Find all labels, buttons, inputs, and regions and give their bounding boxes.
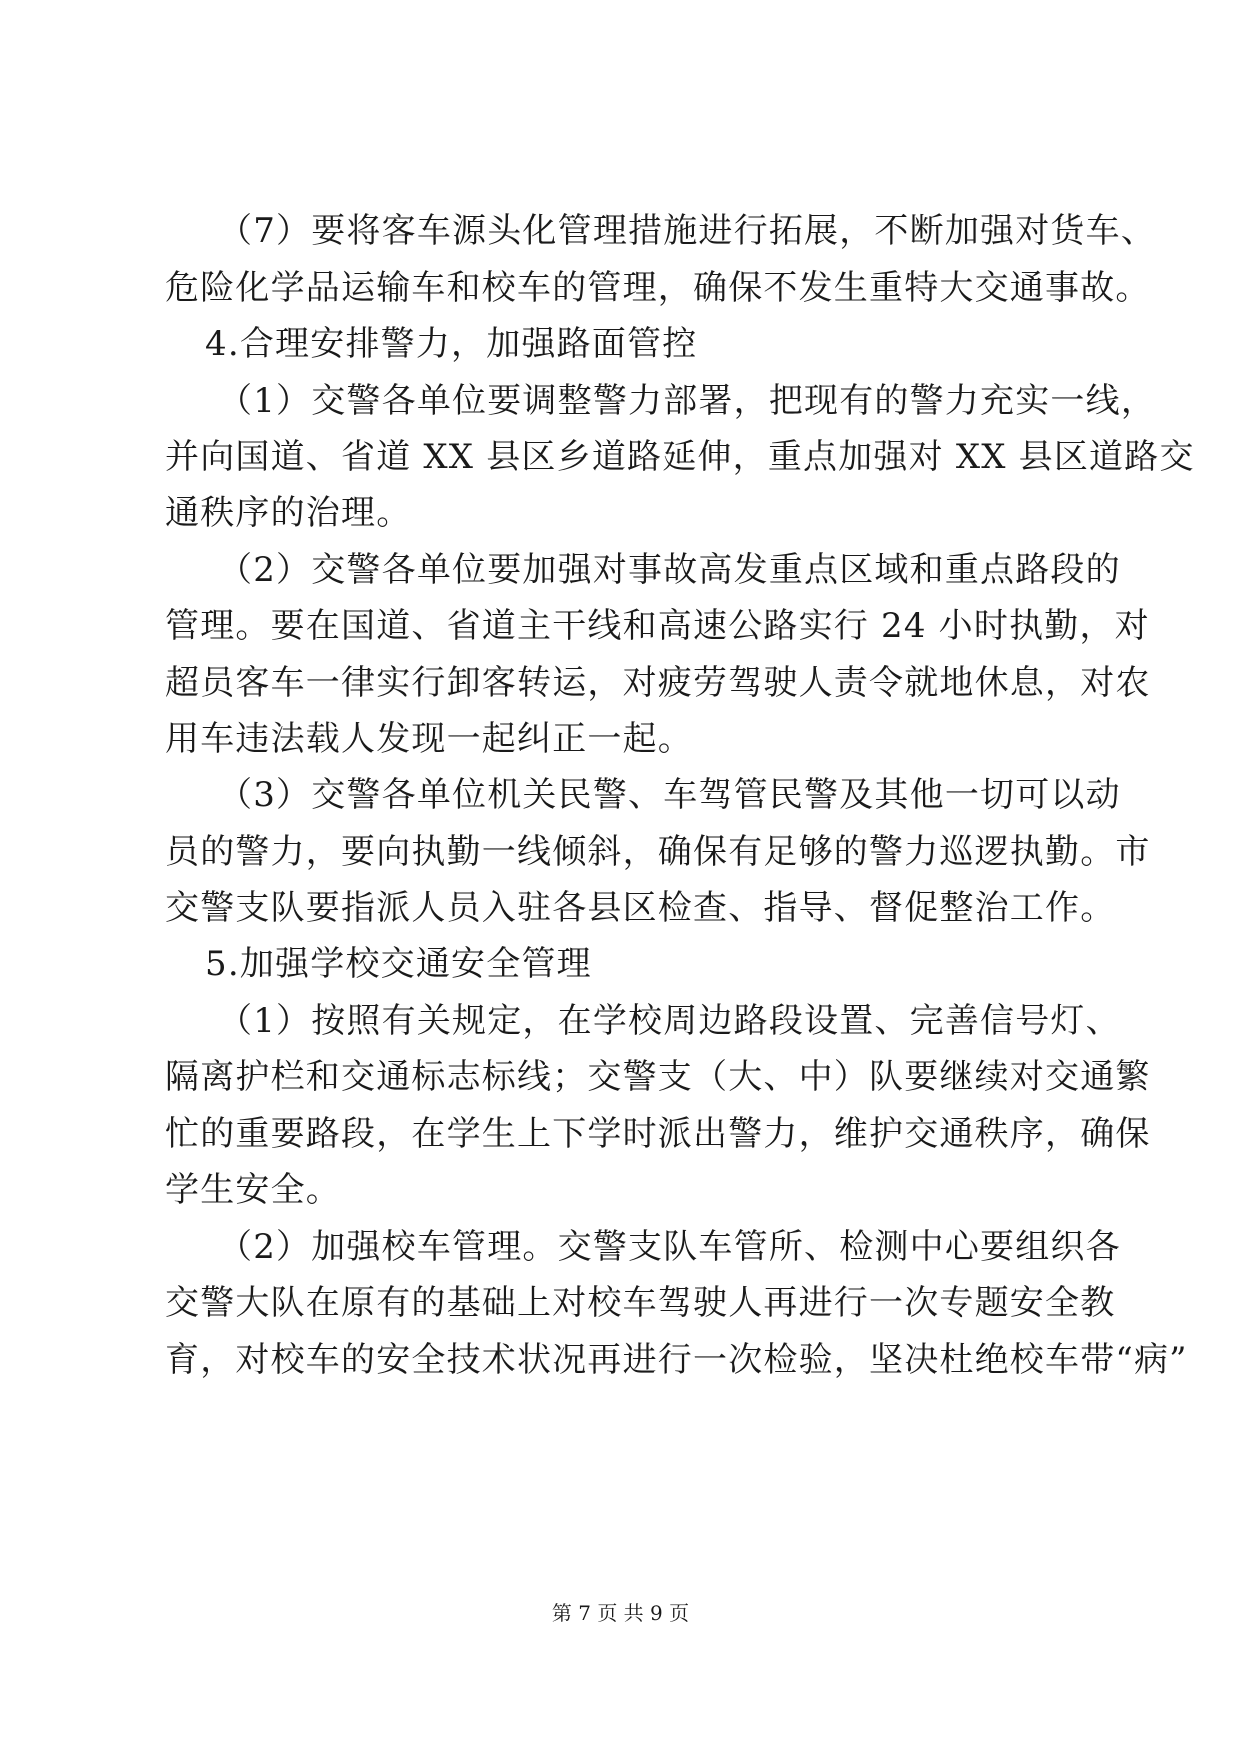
text-line: 员的警力，要向执勤一线倾斜，确保有足够的警力巡逻执勤。市 [165,832,1151,872]
text-line: 通秩序的治理。 [165,493,412,533]
text-line: 管理。要在国道、省道主干线和高速公路实行 24 小时执勤，对 [165,606,1150,646]
section-heading: 5.加强学校交通安全管理 [205,944,592,984]
text-line: （1）按照有关规定，在学校周边路段设置、完善信号灯、 [218,1001,1121,1041]
text-line: （7）要将客车源头化管理措施进行拓展，不断加强对货车、 [218,211,1157,251]
text-line: 超员客车一律实行卸客转运，对疲劳驾驶人责令就地休息，对农 [165,663,1151,703]
text-line: 忙的重要路段，在学生上下学时派出警力，维护交通秩序，确保 [165,1114,1151,1154]
text-line: 并向国道、省道 XX 县区乡道路延伸，重点加强对 XX 县区道路交 [165,437,1195,477]
text-line: 交警大队在原有的基础上对校车驾驶人再进行一次专题安全教 [165,1283,1116,1323]
text-line: 隔离护栏和交通标志标线；交警支（大、中）队要继续对交通繁 [165,1057,1151,1097]
text-line: 用车违法载人发现一起纠正一起。 [165,719,693,759]
page-number-footer: 第 7 页 共 9 页 [551,1601,690,1625]
text-line: （3）交警各单位机关民警、车驾管民警及其他一切可以动 [218,775,1121,815]
section-heading: 4.合理安排警力，加强路面管控 [205,324,698,364]
text-line: 危险化学品运输车和校车的管理，确保不发生重特大交通事故。 [165,268,1151,308]
text-line: （2）交警各单位要加强对事故高发重点区域和重点路段的 [218,550,1121,590]
text-line: （2）加强校车管理。交警支队车管所、检测中心要组织各 [218,1227,1121,1267]
text-line: 交警支队要指派人员入驻各县区检查、指导、督促整治工作。 [165,888,1116,928]
text-line: （1）交警各单位要调整警力部署，把现有的警力充实一线， [218,381,1157,421]
text-line: 育，对校车的安全技术状况再进行一次检验，坚决杜绝校车带“病” [165,1340,1188,1380]
text-line: 学生安全。 [165,1170,341,1210]
